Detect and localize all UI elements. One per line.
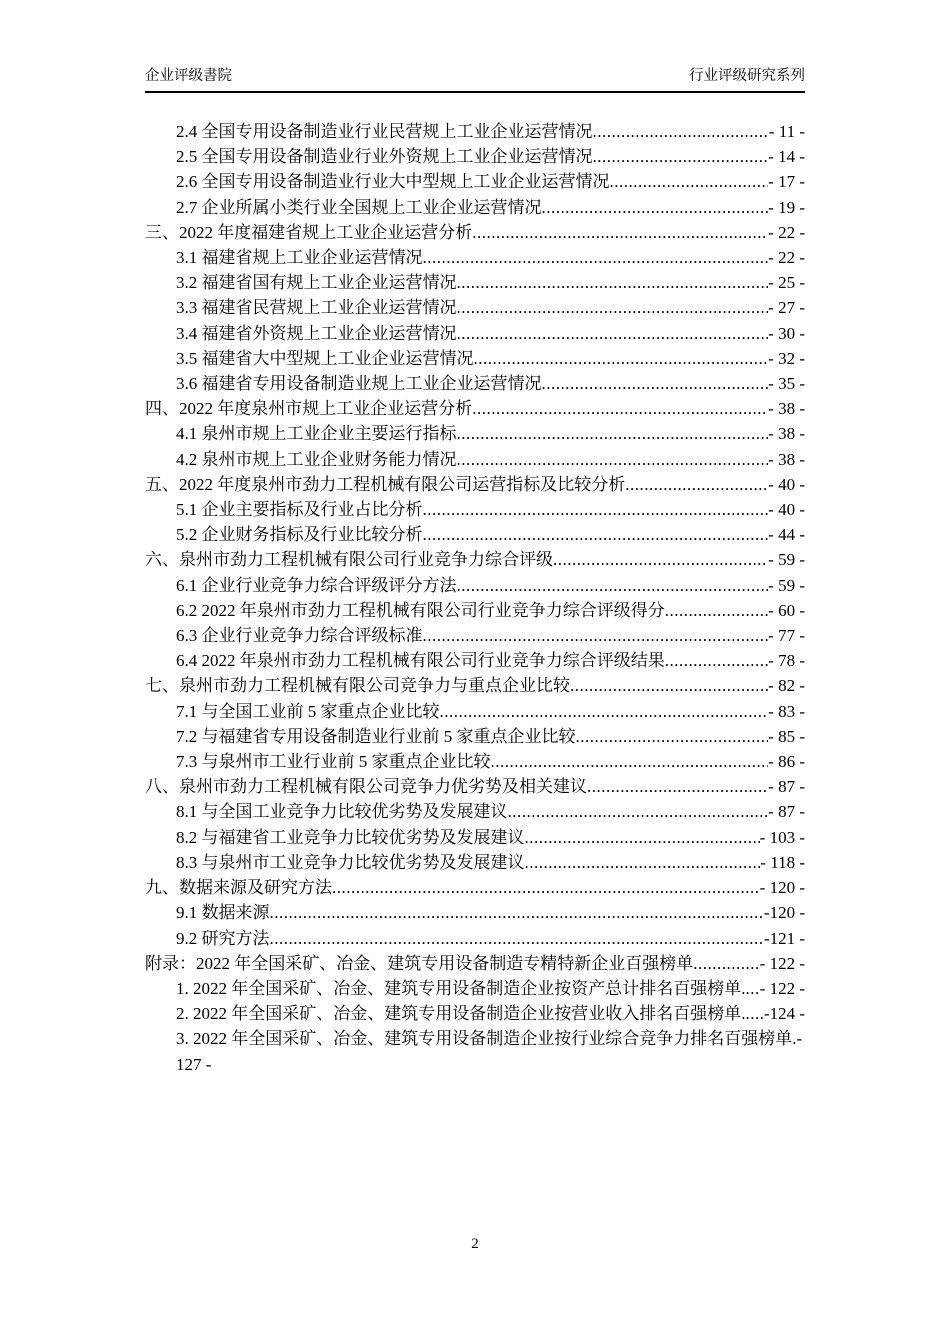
toc-dot-leader (508, 799, 769, 824)
toc-entry-title: 2.4 全国专用设备制造业行业民营规上工业企业运营情况 (176, 122, 593, 141)
toc-dot-leader (610, 169, 769, 194)
toc-entry-title: 7.1 与全国工业前 5 家重点企业比较 (176, 701, 440, 721)
toc-dot-leader (457, 295, 769, 320)
toc-entry[interactable] (145, 522, 805, 547)
toc-entry-page-number: - 40 - (768, 474, 805, 494)
toc-entry[interactable] (145, 371, 805, 396)
toc-entry-title: 九、数据来源及研究方法 (145, 878, 332, 898)
toc-entry-title: 2. 2022 年全国采矿、冶金、建筑专用设备制造企业按营业收入排名百强榜单. (176, 1004, 746, 1024)
page-header (145, 64, 805, 93)
toc-entry-page-number: - 38 - (768, 399, 805, 419)
toc-dot-leader (457, 447, 769, 472)
toc-entry-title: 6.3 企业行业竞争力综合评级标准 (176, 626, 423, 646)
toc-entry-page-number: 127 - (176, 1054, 212, 1074)
toc-entry[interactable] (145, 648, 805, 673)
toc-entry-title: 四、2022 年度泉州市规上工业企业运营分析 (145, 399, 473, 419)
toc-entry-title: 8.2 与福建省工业竞争力比较优劣势及发展建议 (176, 827, 525, 847)
toc-entry-title: 2.6 全国专用设备制造业行业大中型规上工业企业运营情况 (176, 172, 610, 192)
toc-entry[interactable] (145, 926, 805, 951)
toc-entry-page-number: -124 - (763, 1004, 805, 1024)
toc-entry-title: 5.1 企业主要指标及行业占比分析 (176, 500, 423, 520)
toc-entry[interactable] (145, 169, 805, 194)
toc-entry-title: 1. 2022 年全国采矿、冶金、建筑专用设备制造企业按资产总计排名百强榜单. (176, 978, 746, 998)
toc-entry-page-number: - 32 - (768, 348, 805, 368)
toc-entry-page-number: - 22 - (768, 248, 805, 268)
toc-entry-title: 9.1 数据来源 (176, 903, 270, 923)
toc-entry[interactable] (145, 447, 805, 472)
toc-dot-leader (542, 195, 769, 220)
toc-entry-title: 五、2022 年度泉州市劲力工程机械有限公司运营指标及比较分析 (145, 474, 626, 494)
toc-dot-leader (457, 270, 769, 295)
toc-entry-page-number: - 122 - (759, 978, 805, 998)
toc-dot-leader (542, 371, 769, 396)
header-right-title: 行业评级研究系列 (689, 68, 805, 84)
toc-entry-page-number: - 27 - (768, 298, 805, 318)
toc-dot-leader (440, 699, 769, 724)
toc-entry-page-number: - 44 - (768, 525, 805, 545)
toc-entry-title: 3.1 福建省规上工业企业运营情况 (176, 248, 423, 268)
toc-entry[interactable] (145, 220, 805, 245)
page-number: 2 (471, 1236, 479, 1252)
toc-entry-page-number: - 118 - (760, 852, 805, 872)
toc-entry-page-number: - 87 - (768, 802, 805, 822)
toc-entry-title: 八、泉州市劲力工程机械有限公司竞争力优劣势及相关建议 (145, 777, 587, 797)
header-left-title: 企业评级書院 (145, 68, 232, 84)
toc-entry-title: 6.2 2022 年泉州市劲力工程机械有限公司行业竞争力综合评级得分 (176, 600, 665, 620)
toc-dot-leader (423, 623, 769, 648)
toc-entry-title: 3.2 福建省国有规上工业企业运营情况 (176, 273, 457, 293)
toc-entry[interactable] (145, 875, 805, 900)
toc-dot-leader (423, 497, 769, 522)
toc-dot-leader (457, 321, 769, 346)
toc-dot-leader (270, 900, 764, 925)
toc-dot-leader (457, 421, 769, 446)
toc-entry[interactable] (145, 396, 805, 421)
toc-entry-page-number: - 35 - (768, 374, 805, 394)
toc-entry-title: 7.3 与泉州市工业行业前 5 家重点企业比较 (176, 752, 491, 772)
toc-dot-leader (332, 875, 760, 900)
toc-entry-page-number: -121 - (763, 928, 805, 948)
toc-entry[interactable] (145, 850, 805, 875)
toc-entry-page-number: - 83 - (768, 701, 805, 721)
toc-dot-leader (665, 598, 768, 623)
toc-entry-title: 附录：2022 年全国采矿、冶金、建筑专用设备制造专精特新企业百强榜单 (145, 953, 694, 973)
toc-entry[interactable] (145, 144, 805, 169)
toc-dot-leader (593, 119, 769, 144)
toc-entry-title: 2.5 全国专用设备制造业行业外资规上工业企业运营情况 (176, 147, 593, 167)
toc-entry-page-number: - 87 - (768, 777, 805, 797)
toc-entry-title: 三、2022 年度福建省规上工业企业运营分析 (145, 222, 473, 242)
toc-entry[interactable] (145, 547, 805, 572)
toc-entry[interactable] (145, 673, 805, 698)
toc-entry-page-number: - 85 - (768, 726, 805, 746)
toc-entry-page-number: -120 - (763, 903, 805, 923)
toc-dot-leader (746, 1001, 764, 1026)
toc-dot-leader (665, 648, 768, 673)
toc-entry-page-number: - 59 - (768, 575, 805, 595)
toc-dot-leader (423, 245, 769, 270)
table-of-contents (145, 119, 805, 1077)
toc-entry-title: 8.3 与泉州市工业竞争力比较优劣势及发展建议 (176, 852, 525, 872)
toc-dot-leader (472, 220, 768, 245)
toc-entry[interactable] (145, 346, 805, 371)
toc-dot-leader (472, 396, 768, 421)
toc-entry-page-number: - 103 - (759, 827, 805, 847)
toc-entry-title: 3.5 福建省大中型规上工业企业运营情况 (176, 348, 474, 368)
toc-entry[interactable] (145, 497, 805, 522)
toc-dot-leader (491, 749, 769, 774)
toc-entry-title: 六、泉州市劲力工程机械有限公司行业竞争力综合评级 (145, 550, 553, 570)
toc-entry-title: 7.2 与福建省专用设备制造业行业前 5 家重点企业比较 (176, 726, 576, 746)
toc-dot-leader (423, 522, 769, 547)
toc-entry[interactable] (145, 472, 805, 497)
toc-dot-leader (625, 472, 768, 497)
toc-dot-leader (593, 144, 769, 169)
toc-entry-page-number: - 22 - (768, 222, 805, 242)
toc-entry-page-number: - 86 - (768, 752, 805, 772)
toc-entry-title: 4.2 泉州市规上工业企业财务能力情况 (176, 449, 457, 469)
toc-entry-page-number: - 78 - (768, 651, 805, 671)
toc-entry[interactable] (145, 976, 805, 1001)
toc-entry-page-number: - 14 - (768, 147, 805, 167)
toc-dot-leader (746, 976, 760, 1001)
toc-entry-page-number: - 19 - (768, 197, 805, 217)
toc-entry[interactable] (145, 1026, 805, 1076)
toc-entry-page-number: - 38 - (768, 449, 805, 469)
toc-entry-title: 4.1 泉州市规上工业企业主要运行指标 (176, 424, 457, 444)
toc-entry-title: 8.1 与全国工业竞争力比较优劣势及发展建议 (176, 802, 508, 822)
toc-dot-leader (525, 825, 760, 850)
toc-entry[interactable] (145, 119, 805, 144)
toc-entry[interactable] (145, 951, 805, 976)
toc-dot-leader (587, 774, 768, 799)
page-footer (0, 1236, 950, 1253)
toc-entry-title: 9.2 研究方法 (176, 928, 270, 948)
toc-dot-leader (570, 673, 768, 698)
toc-entry-title: 3. 2022 年全国采矿、冶金、建筑专用设备制造企业按行业综合竞争力排名百强榜单.- (176, 1029, 803, 1049)
toc-entry-page-number: - 60 - (768, 600, 805, 620)
toc-dot-leader (525, 850, 761, 875)
toc-entry[interactable] (145, 573, 805, 598)
toc-entry[interactable] (145, 598, 805, 623)
toc-dot-leader (474, 346, 769, 371)
toc-dot-leader (553, 547, 768, 572)
toc-entry[interactable] (145, 699, 805, 724)
toc-entry-title: 3.4 福建省外资规上工业企业运营情况 (176, 323, 457, 343)
toc-entry-page-number: - 120 - (759, 878, 805, 898)
toc-entry[interactable] (145, 749, 805, 774)
toc-entry[interactable] (145, 1001, 805, 1026)
toc-entry-title: 2.7 企业所属小类行业全国规上工业企业运营情况 (176, 197, 542, 217)
toc-entry-page-number: - 122 - (759, 953, 805, 973)
toc-entry[interactable] (145, 195, 805, 220)
toc-entry-title: 6.1 企业行业竞争力综合评级评分方法 (176, 575, 457, 595)
toc-entry-page-number: - 11 - (768, 122, 805, 141)
toc-entry-title: 七、泉州市劲力工程机械有限公司竞争力与重点企业比较 (145, 676, 570, 696)
toc-entry-page-number: - 40 - (768, 500, 805, 520)
toc-dot-leader (270, 926, 764, 951)
toc-entry[interactable] (145, 724, 805, 749)
toc-entry[interactable] (145, 245, 805, 270)
toc-entry-page-number: - 38 - (768, 424, 805, 444)
toc-entry-title: 3.3 福建省民营规上工业企业运营情况 (176, 298, 457, 318)
toc-entry[interactable] (145, 623, 805, 648)
toc-entry[interactable] (145, 321, 805, 346)
toc-entry[interactable] (145, 799, 805, 824)
toc-dot-leader (693, 951, 759, 976)
toc-entry-page-number: - 25 - (768, 273, 805, 293)
toc-entry[interactable] (145, 900, 805, 925)
toc-dot-leader (457, 573, 769, 598)
toc-entry-title: 3.6 福建省专用设备制造业规上工业企业运营情况 (176, 374, 542, 394)
toc-entry-title: 5.2 企业财务指标及行业比较分析 (176, 525, 423, 545)
toc-entry-page-number: - 30 - (768, 323, 805, 343)
toc-entry-page-number: - 59 - (768, 550, 805, 570)
toc-entry[interactable] (145, 774, 805, 799)
toc-entry-title: 6.4 2022 年泉州市劲力工程机械有限公司行业竞争力综合评级结果 (176, 651, 665, 671)
toc-entry-page-number: - 17 - (768, 172, 805, 192)
toc-dot-leader (576, 724, 769, 749)
toc-entry[interactable] (145, 825, 805, 850)
toc-entry-page-number: - 82 - (768, 676, 805, 696)
toc-entry[interactable] (145, 270, 805, 295)
toc-entry-page-number: - 77 - (768, 626, 805, 646)
toc-entry[interactable] (145, 295, 805, 320)
toc-entry[interactable] (145, 421, 805, 446)
